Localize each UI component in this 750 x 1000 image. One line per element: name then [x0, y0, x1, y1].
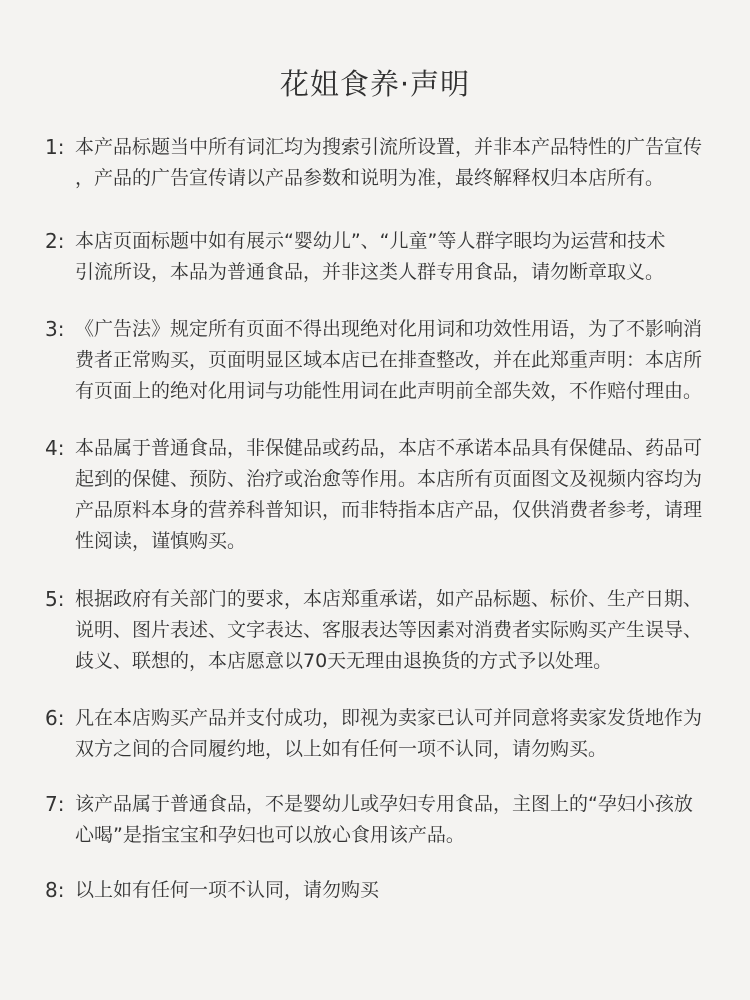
declaration-item-2: [45, 226, 715, 288]
item-number: 3:: [45, 317, 65, 341]
item-text: [75, 875, 715, 906]
text-line: 本品属于普通食品，非保健品或药品，本店不承诺本品具有保健品、药品可: [75, 437, 703, 459]
text-line: 性阅读，谨慎购买。: [75, 530, 247, 552]
declaration-item-3: [45, 314, 715, 407]
text-line: 双方之间的合同履约地，以上如有任何一项不认同，请勿购买。: [75, 738, 608, 760]
text-line: 根据政府有关部门的要求，本店郑重承诺，如产品标题、标价、生产日期、: [75, 588, 703, 610]
text-line: 费者正常购买，页面明显区域本店已在排查整改，并在此郑重声明：本店所: [75, 349, 703, 371]
declaration-item-5: [45, 584, 715, 677]
text-line: 说明、图片表述、文字表达、客服表达等因素对消费者实际购买产生误导、: [75, 619, 703, 641]
item-text: [75, 132, 715, 194]
text-line: 以上如有任何一项不认同，请勿购买: [75, 879, 380, 901]
text-line: 凡在本店购买产品并支付成功，即视为卖家已认可并同意将卖家发货地作为: [75, 707, 703, 729]
text-line: 心喝”是指宝宝和孕妇也可以放心食用该产品。: [75, 824, 465, 846]
text-line: 歧义、联想的，本店愿意以70天无理由退换货的方式予以处理。: [75, 650, 613, 672]
item-number: 4:: [45, 436, 65, 460]
item-text: [75, 584, 715, 677]
declaration-item-6: [45, 703, 715, 765]
text-line: ，产品的广告宣传请以产品参数和说明为准，最终解释权归本店所有。: [75, 167, 665, 189]
item-number: 2:: [45, 229, 65, 253]
item-text: [75, 314, 715, 407]
declaration-item-7: [45, 789, 715, 851]
declaration-item-4: [45, 433, 715, 557]
text-line: 产品原料本身的营养科普知识，而非特指本店产品，仅供消费者参考，请理: [75, 499, 703, 521]
text-line: 本店页面标题中如有展示“婴幼儿”、“儿童”等人群字眼均为运营和技术: [75, 230, 666, 252]
item-number: 6:: [45, 706, 65, 730]
text-line: 起到的保健、预防、治疗或治愈等作用。本店所有页面图文及视频内容均为: [75, 468, 703, 490]
item-text: [75, 433, 715, 557]
text-line: 引流所设，本品为普通食品，并非这类人群专用食品，请勿断章取义。: [75, 261, 665, 283]
text-line: 《广告法》规定所有页面不得出现绝对化用词和功效性用语，为了不影响消: [75, 318, 703, 340]
page-title: 花姐食养·声明: [279, 67, 471, 101]
declaration-item-8: [45, 875, 715, 906]
item-text: [75, 703, 715, 765]
text-line: 有页面上的绝对化用词与功能性用词在此声明前全部失效，不作赔付理由。: [75, 380, 703, 402]
item-number: 8:: [45, 878, 65, 902]
item-number: 7:: [45, 792, 65, 816]
text-line: 该产品属于普通食品，不是婴幼儿或孕妇专用食品，主图上的“孕妇小孩放: [75, 793, 693, 815]
declaration-item-1: [45, 132, 715, 194]
item-number: 1:: [45, 135, 65, 159]
item-text: [75, 226, 715, 288]
item-number: 5:: [45, 587, 65, 611]
text-line: 本产品标题当中所有词汇均为搜索引流所设置，并非本产品特性的广告宣传: [75, 136, 703, 158]
item-text: [75, 789, 715, 851]
